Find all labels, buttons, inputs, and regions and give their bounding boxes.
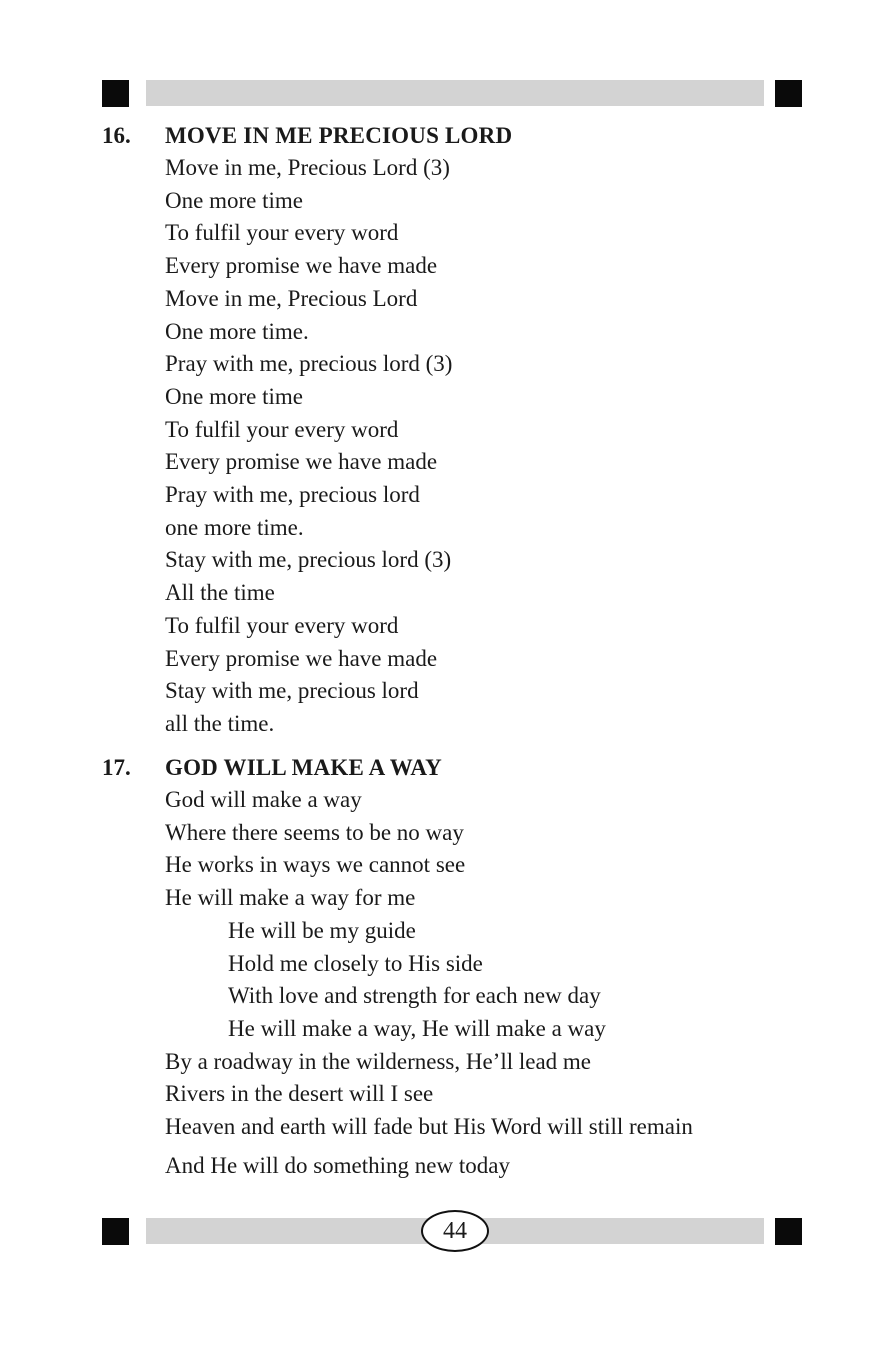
lyric-line: Move in me, Precious Lord bbox=[165, 285, 418, 311]
song-title: GOD WILL MAKE A WAY bbox=[165, 755, 442, 780]
lyric-line: Stay with me, precious lord (3) bbox=[165, 547, 452, 573]
lyric-line: Every promise we have made bbox=[165, 645, 438, 671]
page-number: 44 bbox=[421, 1210, 489, 1252]
lyric-line: To fulfil your every word bbox=[165, 612, 399, 638]
footer-square-right bbox=[775, 1218, 802, 1245]
lyric-line: Stay with me, precious lord bbox=[165, 678, 419, 704]
lyric-line: all the time. bbox=[165, 710, 275, 736]
song-lyrics bbox=[165, 152, 802, 741]
lyric-line: One more time bbox=[165, 187, 303, 213]
lyric-line: He works in ways we cannot see bbox=[165, 852, 466, 878]
lyric-line: Where there seems to be no way bbox=[165, 819, 464, 845]
lyric-line: Rivers in the desert will I see bbox=[165, 1081, 434, 1107]
lyric-line: Every promise we have made bbox=[165, 449, 438, 475]
header-square-left bbox=[102, 80, 129, 107]
lyric-line: Pray with me, precious lord (3) bbox=[165, 351, 453, 377]
lyric-line: Heaven and earth will fade but His Word will still remain bbox=[165, 1114, 693, 1140]
lyric-line: One more time. bbox=[165, 318, 309, 344]
lyric-line: He will make a way for me bbox=[165, 885, 416, 911]
song-lyrics bbox=[165, 784, 802, 1182]
lyric-line: God will make a way bbox=[165, 787, 362, 812]
song-number: 16. bbox=[102, 123, 131, 148]
song-number: 17. bbox=[102, 755, 131, 780]
song-title: MOVE IN ME PRECIOUS LORD bbox=[165, 123, 513, 148]
chorus-line: Hold me closely to His side bbox=[228, 950, 483, 976]
lyric-line: One more time bbox=[165, 383, 303, 409]
header-bar bbox=[146, 80, 764, 106]
song-16 bbox=[102, 120, 802, 741]
chorus-line: He will make a way, He will make a way bbox=[228, 1015, 606, 1041]
lyric-line: To fulfil your every word bbox=[165, 416, 399, 442]
song-17 bbox=[102, 752, 802, 1182]
lyric-line: Pray with me, precious lord bbox=[165, 482, 420, 508]
lyric-line: Every promise we have made bbox=[165, 253, 438, 279]
lyric-line: To fulfil your every word bbox=[165, 220, 399, 246]
chorus-line: He will be my guide bbox=[228, 917, 416, 943]
lyric-line: By a roadway in the wilderness, He’ll lead me bbox=[165, 1048, 592, 1074]
footer-square-left bbox=[102, 1218, 129, 1245]
lyric-line: Move in me, Precious Lord (3) bbox=[165, 155, 450, 180]
lyric-line: And He will do something new today bbox=[165, 1152, 510, 1178]
lyric-line: All the time bbox=[165, 580, 275, 606]
header-square-right bbox=[775, 80, 802, 107]
chorus-line: With love and strength for each new day bbox=[228, 983, 601, 1009]
lyric-line: one more time. bbox=[165, 514, 304, 540]
